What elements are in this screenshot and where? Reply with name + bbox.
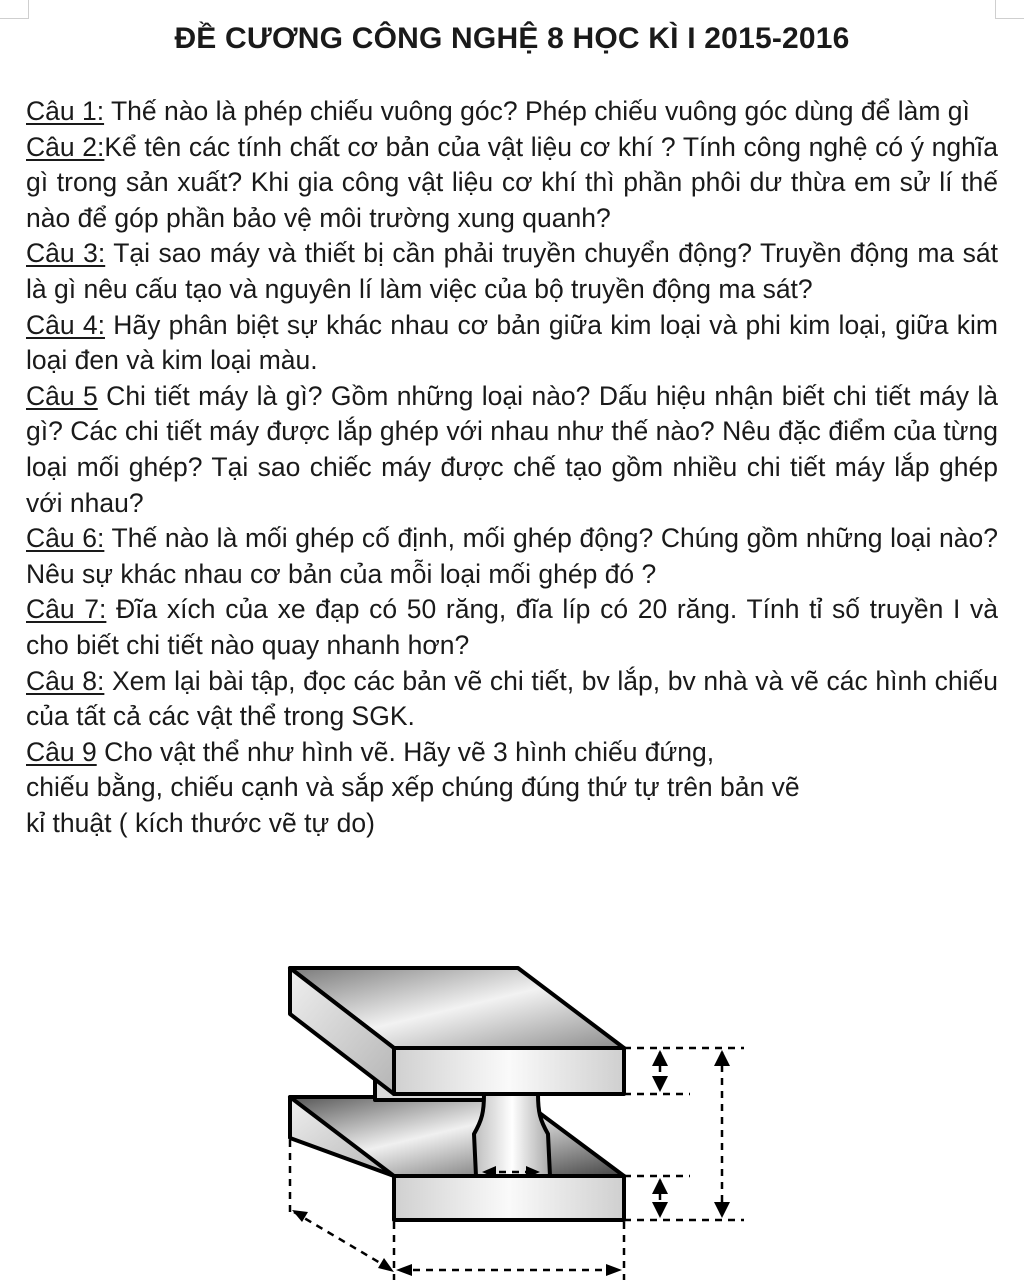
question-label: Câu 8: xyxy=(26,665,105,696)
question-text: Cho vật thể như hình vẽ. Hãy vẽ 3 hình chiếu đứng, xyxy=(96,736,715,767)
question-text: chiếu bằng, chiếu cạnh và sắp xếp chúng đúng thứ tự trên bản vẽ xyxy=(26,772,800,803)
question-label: Câu 1: xyxy=(26,96,105,126)
question-label: Câu 4: xyxy=(26,309,105,340)
web-front-face xyxy=(474,1094,550,1176)
page-corner-left xyxy=(0,0,29,19)
question-9 xyxy=(26,735,998,842)
question-8 xyxy=(26,664,998,735)
i-beam-isometric-figure xyxy=(270,950,770,1280)
question-5 xyxy=(26,379,998,521)
question-6 xyxy=(26,521,998,592)
question-text: Thế nào là mối ghép cố định, mối ghép động? Chúng gồm những loại nào? Nêu sự khác nhau cơ bản của mỗi loại mối ghép đó ? xyxy=(26,523,998,589)
question-2 xyxy=(26,130,998,237)
question-3 xyxy=(26,236,998,307)
question-text: Chi tiết máy là gì? Gồm những loại nào? Dấu hiệu nhận biết chi tiết máy là gì? Các chi tiết máy được lắp ghép với nhau như thế nào? Nêu đặc điểm của từng loại mối ghép? Tại sao chiếc máy được chế tạo gồm nhiều chi tiết máy lắp ghép với nhau? xyxy=(26,380,998,518)
question-label: Câu 9 xyxy=(26,736,97,767)
question-text: Đĩa xích của xe đạp có 50 răng, đĩa líp có 20 răng. Tính tỉ số truyền I và cho biết chi tiết nào quay nhanh hơn? xyxy=(26,594,999,660)
question-label: Câu 5 xyxy=(26,380,98,411)
document-title: ĐỀ CƯƠNG CÔNG NGHỆ 8 HỌC KÌ I 2015-2016 xyxy=(174,22,850,55)
question-text: Kể tên các tính chất cơ bản của vật liệu cơ khí ? Tính công nghệ có ý nghĩa gì trong sản xuất? Khi gia công vật liệu cơ khí thì phần phôi dư thừa em sử lí thế nào để góp phần bảo vệ môi trường xung quanh? xyxy=(26,131,998,233)
question-7 xyxy=(26,592,998,663)
question-text: Tại sao máy và thiết bị cần phải truyền chuyển động? Truyền động ma sát là gì nêu cấu tạo và nguyên lí làm việc của bộ truyền động ma sát? xyxy=(26,238,999,304)
question-text: kỉ thuật ( kích thước vẽ tự do) xyxy=(26,807,375,838)
bottom-flange-top-face xyxy=(290,1097,624,1176)
question-text: Xem lại bài tập, đọc các bản vẽ chi tiết, bv lắp, bv nhà và vẽ các hình chiếu của tất cả các vật thể trong SGK. xyxy=(26,665,998,732)
question-text: Hãy phân biệt sự khác nhau cơ bản giữa kim loại và phi kim loại, giữa kim loại đen và kim loại màu. xyxy=(26,309,999,376)
page-corner-right xyxy=(995,0,1024,19)
question-1 xyxy=(26,94,998,130)
question-label: Câu 3: xyxy=(26,238,106,269)
question-label: Câu 7: xyxy=(26,594,107,625)
question-4 xyxy=(26,308,998,379)
question-text: Thế nào là phép chiếu vuông góc? Phép chiếu vuông góc dùng để làm gì xyxy=(104,96,970,126)
question-list xyxy=(26,94,998,841)
question-label: Câu 2: xyxy=(26,131,105,162)
top-flange-front-face xyxy=(394,1048,624,1094)
question-label: Câu 6: xyxy=(26,523,105,554)
bottom-flange-front-face xyxy=(394,1176,624,1220)
